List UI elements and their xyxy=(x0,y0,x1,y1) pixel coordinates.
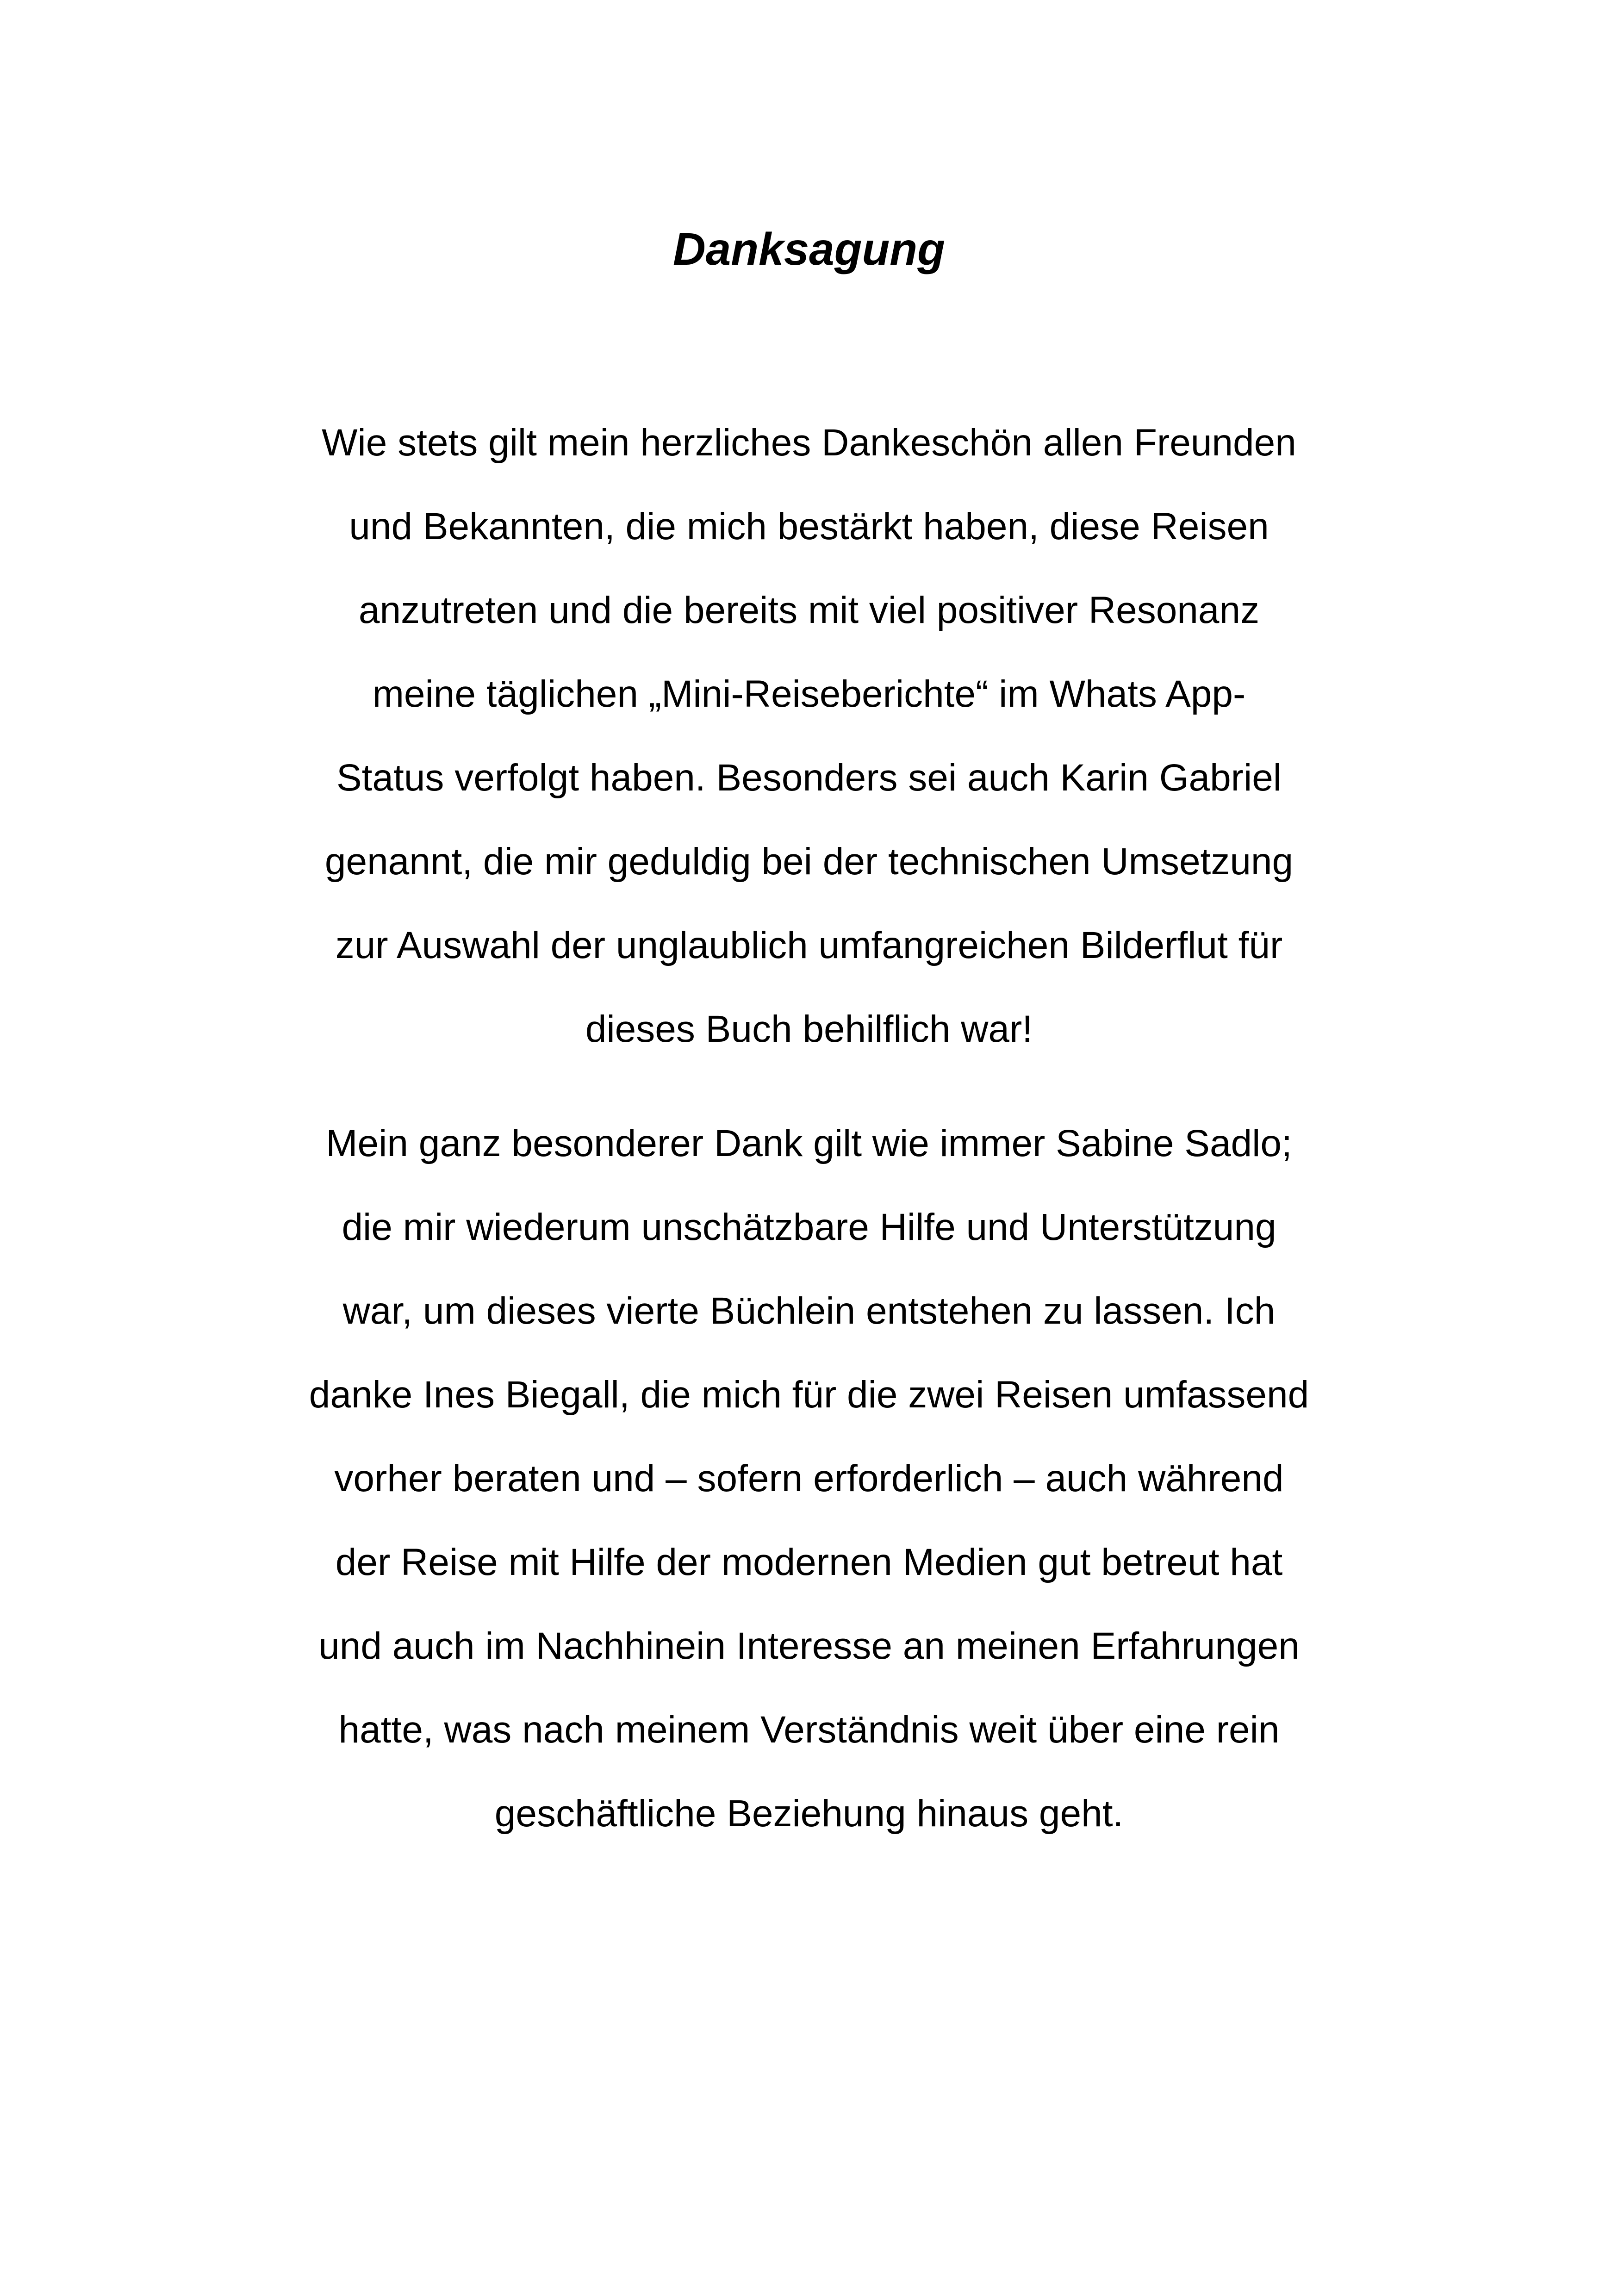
text-line: Status verfolgt haben. Besonders sei auch Karin Gabriel xyxy=(336,757,1282,799)
text-line: danke Ines Biegall, die mich für die zwei Reisen umfassend xyxy=(309,1374,1309,1416)
text-line: Wie stets gilt mein herzliches Dankeschön allen Freunden xyxy=(322,422,1296,464)
page-title: Danksagung xyxy=(672,224,946,274)
text-line: dieses Buch behilflich war! xyxy=(585,1008,1033,1050)
text-line: war, um dieses vierte Büchlein entstehen zu lassen. Ich xyxy=(342,1290,1276,1332)
text-line: meine täglichen „Mini-Reiseberichte“ im Whats App- xyxy=(372,673,1246,715)
text-line: hatte, was nach meinem Verständnis weit über eine rein xyxy=(338,1709,1280,1751)
text-line: genannt, die mir geduldig bei der technischen Umsetzung xyxy=(324,840,1294,883)
text-line: zur Auswahl der unglaublich umfangreichen Bilderflut für xyxy=(335,924,1283,966)
text-line: die mir wiederum unschätzbare Hilfe und Unterstützung xyxy=(342,1206,1276,1248)
text-line: vorher beraten und – sofern erforderlich – auch während xyxy=(334,1457,1284,1500)
text-line: anzutreten und die bereits mit viel positiver Resonanz xyxy=(358,589,1260,631)
text-line: und Bekannten, die mich bestärkt haben, diese Reisen xyxy=(349,505,1269,548)
text-line: der Reise mit Hilfe der modernen Medien gut betreut hat xyxy=(335,1541,1283,1583)
text-line: geschäftliche Beziehung hinaus geht. xyxy=(494,1792,1124,1835)
text-line: Mein ganz besonderer Dank gilt wie immer Sabine Sadlo; xyxy=(326,1122,1292,1164)
text-line: und auch im Nachhinein Interesse an meinen Erfahrungen xyxy=(318,1625,1300,1667)
